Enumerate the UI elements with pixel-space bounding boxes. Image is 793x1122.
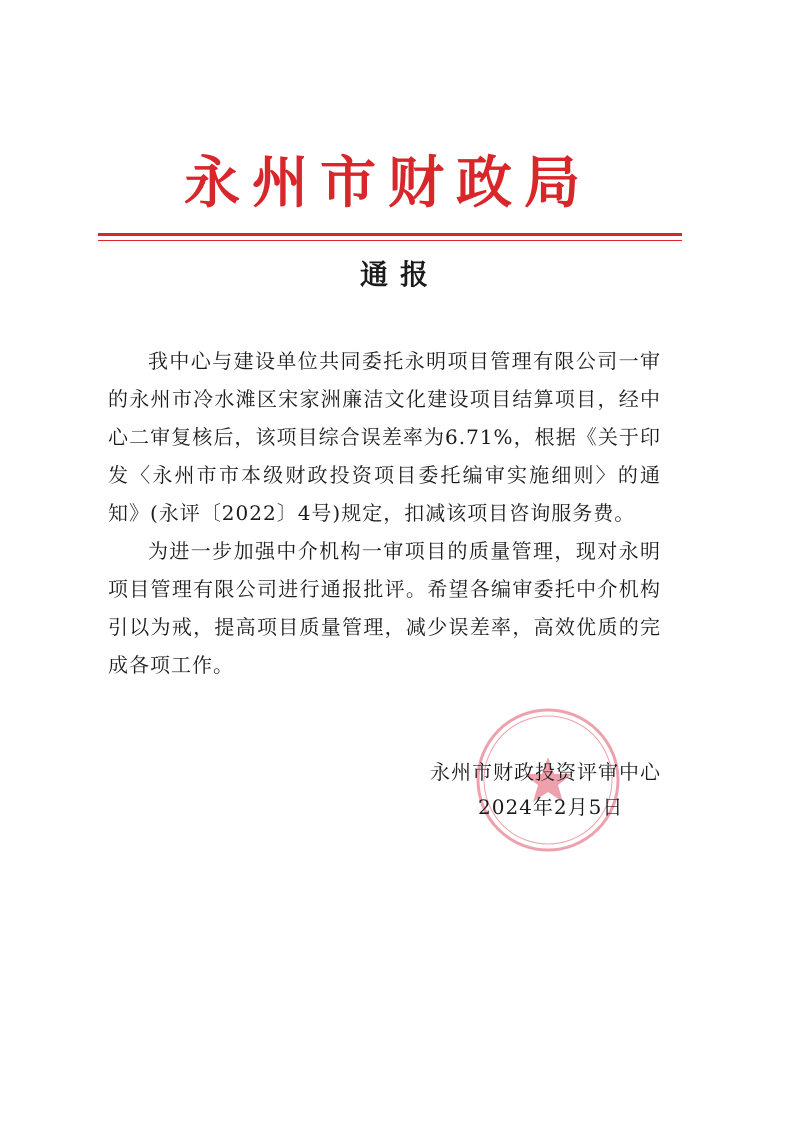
body-paragraph-2: 为进一步加强中介机构一审项目的质量管理，现对永明项目管理有限公司进行通报批评。希望各编审委托中介机构引以为戒，提高项目质量管理，减少误差率，高效优质的完成各项工作。 bbox=[108, 539, 661, 677]
letterhead-rule-thick bbox=[98, 233, 682, 236]
document-type-heading: 通报 bbox=[359, 258, 440, 291]
letterhead-title: 永州市财政局 bbox=[184, 150, 592, 216]
body-paragraph-1: 我中心与建设单位共同委托永明项目管理有限公司一审的永州市冷水滩区宋家洲廉洁文化建设项目结算项目，经中心二审复核后，该项目综合误差率为6.71%，根据《关于印发〈永州市市本级财政投资项目委托编审实施细则〉的通知》(永评〔2022〕4号)规定，扣减该项目咨询服务费。 bbox=[108, 349, 661, 525]
issue-date: 2024年2月5日 bbox=[478, 795, 624, 819]
letterhead-rule-thin bbox=[98, 240, 682, 241]
issuer-name: 永州市财政投资评审中心 bbox=[430, 760, 661, 784]
document-body bbox=[108, 342, 661, 684]
